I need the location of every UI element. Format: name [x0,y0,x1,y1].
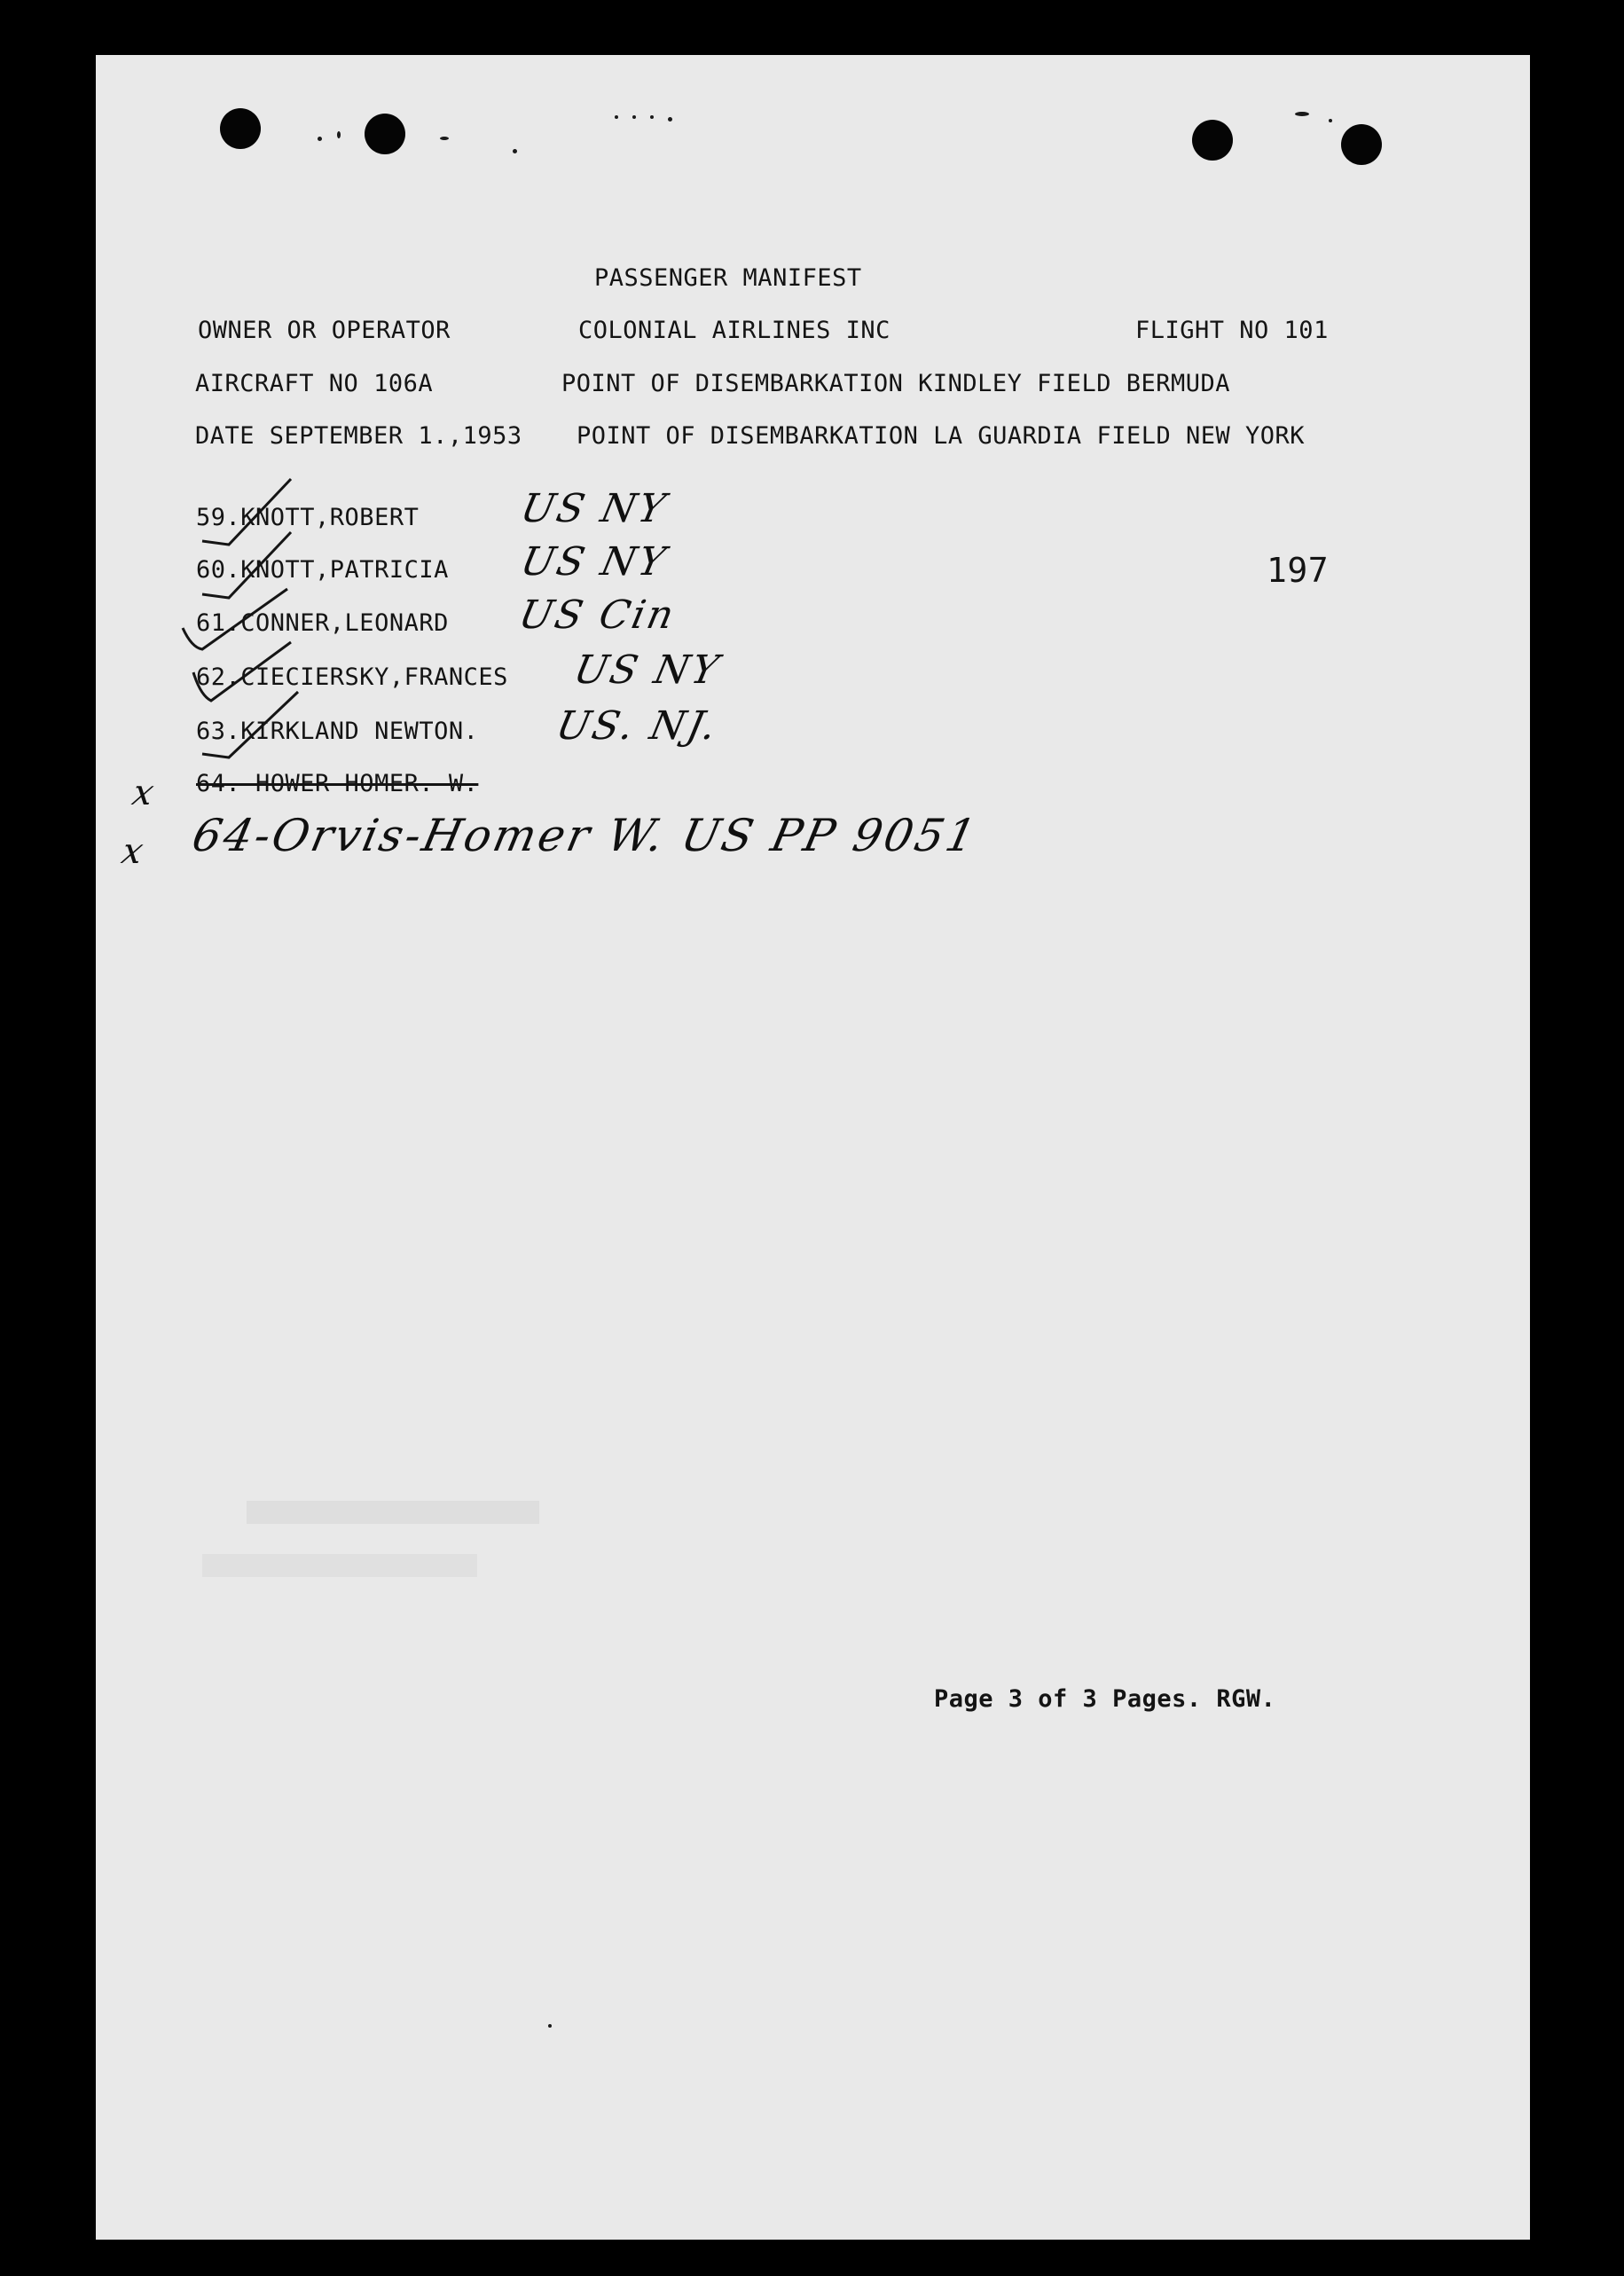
passenger-name: 59.KNOTT,ROBERT [196,504,420,531]
bleed-through-mark [247,1501,539,1524]
passenger-citizenship: US Cin [514,593,680,638]
passenger-citizenship: US NY [516,539,672,585]
correction-mark-2: x [118,831,150,872]
passenger-name: 61.CONNER,LEONARD [196,609,449,637]
speck [440,137,449,140]
speck [548,2024,552,2028]
speck [650,115,654,119]
punch-hole-top-right-2 [1341,124,1382,165]
speck [513,149,517,153]
passenger-name: 62.CIECIERSKY,FRANCES [196,663,508,691]
speck [337,131,341,138]
embarkation-point: POINT OF DISEMBARKATION KINDLEY FIELD BERMUDA [561,370,1230,397]
passenger-citizenship: US NY [516,486,672,531]
speck [632,115,636,119]
passenger-citizenship: US. NJ. [552,703,723,749]
punch-hole-top-left [220,108,261,149]
manifest-page [96,55,1530,2240]
handwritten-correction: 64-Orvis-Homer W. US PP 9051 [187,810,984,861]
struck-passenger-entry: 64. HOWER HOMER. W. [196,770,479,797]
flight-date: DATE SEPTEMBER 1.,1953 [195,422,522,450]
aircraft-number: AIRCRAFT NO 106A [195,370,434,397]
flight-number: FLIGHT NO 101 [1135,317,1329,344]
punch-hole-top-left-2 [365,114,405,154]
page-footer: Page 3 of 3 Pages. RGW. [934,1685,1276,1713]
punch-hole-top-right [1192,120,1233,161]
passenger-name: 60.KNOTT,PATRICIA [196,556,449,584]
passenger-name: 63.KIRKLAND NEWTON. [196,718,479,745]
page-stamp-number: 197 [1267,551,1330,590]
passenger-citizenship: US NY [569,647,726,693]
speck [615,115,618,119]
speck [1329,119,1332,122]
speck [668,117,672,122]
owner-value: COLONIAL AIRLINES INC [578,317,890,344]
speck [1295,112,1309,116]
owner-label: OWNER OR OPERATOR [198,317,451,344]
correction-mark-1: x [129,773,161,813]
disembarkation-point: POINT OF DISEMBARKATION LA GUARDIA FIELD NEW YORK [577,422,1306,450]
manifest-title: PASSENGER MANIFEST [594,264,862,292]
speck [318,137,322,141]
bleed-through-mark [202,1554,477,1577]
